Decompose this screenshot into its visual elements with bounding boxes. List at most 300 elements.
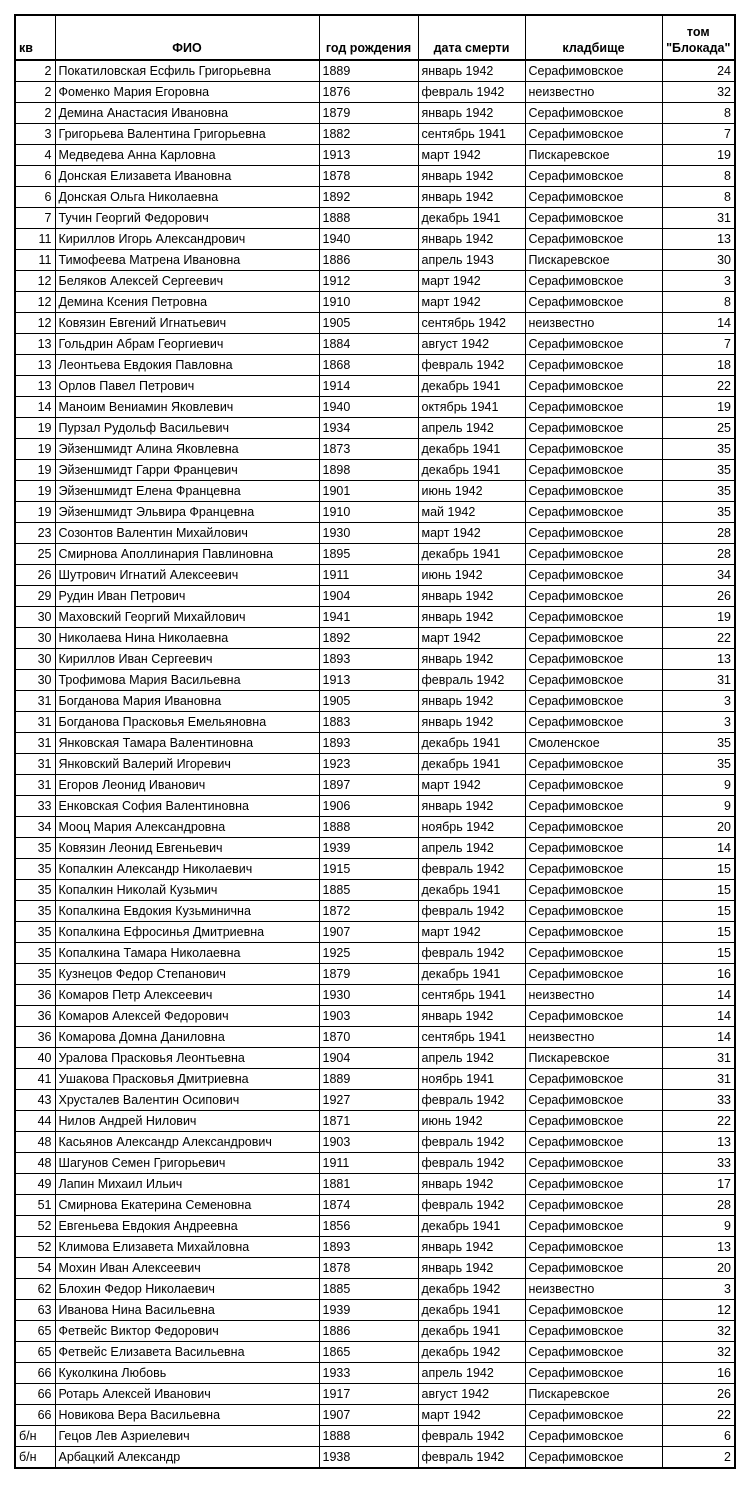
apartment-cell: 34 <box>15 817 55 838</box>
name-cell: Лапин Михаил Ильич <box>55 1174 319 1195</box>
table-row <box>15 754 735 775</box>
death-date-cell: май 1942 <box>418 502 525 523</box>
cemetery-cell: Серафимовское <box>525 271 662 292</box>
birth-year-cell: 1870 <box>319 1027 418 1048</box>
birth-year-cell: 1930 <box>319 523 418 544</box>
volume-cell: 31 <box>662 1069 735 1090</box>
volume-cell: 35 <box>662 733 735 754</box>
birth-year-cell: 1892 <box>319 628 418 649</box>
apartment-cell: 30 <box>15 628 55 649</box>
cemetery-cell: Серафимовское <box>525 439 662 460</box>
death-date-cell: январь 1942 <box>418 166 525 187</box>
name-cell: Нилов Андрей Нилович <box>55 1111 319 1132</box>
name-cell: Тучин Георгий Федорович <box>55 208 319 229</box>
birth-year-cell: 1911 <box>319 565 418 586</box>
volume-cell: 25 <box>662 418 735 439</box>
apartment-cell: 26 <box>15 565 55 586</box>
death-date-cell: март 1942 <box>418 922 525 943</box>
apartment-cell: 23 <box>15 523 55 544</box>
apartment-cell: 2 <box>15 60 55 82</box>
apartment-cell: 54 <box>15 1258 55 1279</box>
cemetery-cell: Серафимовское <box>525 229 662 250</box>
apartment-cell: 35 <box>15 901 55 922</box>
name-cell: Гецов Лев Азриелевич <box>55 1426 319 1447</box>
volume-cell: 8 <box>662 292 735 313</box>
birth-year-cell: 1865 <box>319 1342 418 1363</box>
death-date-cell: декабрь 1941 <box>418 439 525 460</box>
name-cell: Копалкин Александр Николаевич <box>55 859 319 880</box>
header-cemetery: кладбище <box>525 15 662 60</box>
name-cell: Покатиловская Есфиль Григорьевна <box>55 60 319 82</box>
name-cell: Фоменко Мария Егоровна <box>55 82 319 103</box>
volume-cell: 28 <box>662 544 735 565</box>
table-row <box>15 355 735 376</box>
birth-year-cell: 1907 <box>319 922 418 943</box>
birth-year-cell: 1910 <box>319 502 418 523</box>
name-cell: Орлов Павел Петрович <box>55 376 319 397</box>
apartment-cell: 52 <box>15 1216 55 1237</box>
cemetery-cell: Серафимовское <box>525 817 662 838</box>
volume-cell: 20 <box>662 1258 735 1279</box>
table-row <box>15 859 735 880</box>
death-date-cell: февраль 1942 <box>418 1426 525 1447</box>
table-row <box>15 1384 735 1405</box>
birth-year-cell: 1911 <box>319 1153 418 1174</box>
cemetery-cell: Пискаревское <box>525 1048 662 1069</box>
cemetery-cell: Серафимовское <box>525 418 662 439</box>
table-row <box>15 313 735 334</box>
table-row <box>15 1342 735 1363</box>
volume-cell: 3 <box>662 271 735 292</box>
cemetery-cell: Серафимовское <box>525 460 662 481</box>
birth-year-cell: 1905 <box>319 313 418 334</box>
name-cell: Кириллов Иван Сергеевич <box>55 649 319 670</box>
table-row <box>15 334 735 355</box>
death-date-cell: сентябрь 1941 <box>418 985 525 1006</box>
name-cell: Тимофеева Матрена Ивановна <box>55 250 319 271</box>
name-cell: Шагунов Семен Григорьевич <box>55 1153 319 1174</box>
birth-year-cell: 1907 <box>319 1405 418 1426</box>
cemetery-cell: Серафимовское <box>525 292 662 313</box>
apartment-cell: 6 <box>15 187 55 208</box>
table-row <box>15 1300 735 1321</box>
volume-cell: 3 <box>662 712 735 733</box>
death-date-cell: март 1942 <box>418 628 525 649</box>
death-date-cell: сентябрь 1941 <box>418 1027 525 1048</box>
table-row <box>15 565 735 586</box>
death-date-cell: декабрь 1941 <box>418 733 525 754</box>
table-row <box>15 1069 735 1090</box>
birth-year-cell: 1897 <box>319 775 418 796</box>
name-cell: Уралова Прасковья Леонтьевна <box>55 1048 319 1069</box>
name-cell: Кириллов Игорь Александрович <box>55 229 319 250</box>
volume-cell: 22 <box>662 376 735 397</box>
cemetery-cell: Серафимовское <box>525 1153 662 1174</box>
volume-cell: 6 <box>662 1426 735 1447</box>
table-row <box>15 901 735 922</box>
cemetery-cell: Серафимовское <box>525 1321 662 1342</box>
death-date-cell: декабрь 1941 <box>418 754 525 775</box>
volume-cell: 32 <box>662 1342 735 1363</box>
cemetery-cell: Серафимовское <box>525 1237 662 1258</box>
cemetery-cell: Серафимовское <box>525 1090 662 1111</box>
volume-cell: 26 <box>662 586 735 607</box>
cemetery-cell: Серафимовское <box>525 649 662 670</box>
volume-cell: 22 <box>662 628 735 649</box>
apartment-cell: 13 <box>15 334 55 355</box>
apartment-cell: 63 <box>15 1300 55 1321</box>
name-cell: Николаева Нина Николаевна <box>55 628 319 649</box>
birth-year-cell: 1888 <box>319 1426 418 1447</box>
birth-year-cell: 1940 <box>319 397 418 418</box>
apartment-cell: 44 <box>15 1111 55 1132</box>
birth-year-cell: 1903 <box>319 1006 418 1027</box>
apartment-cell: 31 <box>15 691 55 712</box>
table-row <box>15 523 735 544</box>
apartment-cell: 11 <box>15 250 55 271</box>
cemetery-cell: Пискаревское <box>525 1384 662 1405</box>
table-row <box>15 1426 735 1447</box>
death-date-cell: февраль 1942 <box>418 82 525 103</box>
birth-year-cell: 1884 <box>319 334 418 355</box>
death-date-cell: февраль 1942 <box>418 670 525 691</box>
death-date-cell: ноябрь 1942 <box>418 817 525 838</box>
birth-year-cell: 1893 <box>319 649 418 670</box>
table-row <box>15 481 735 502</box>
apartment-cell: 52 <box>15 1237 55 1258</box>
cemetery-cell: Пискаревское <box>525 250 662 271</box>
birth-year-cell: 1886 <box>319 250 418 271</box>
death-date-cell: декабрь 1941 <box>418 1300 525 1321</box>
cemetery-cell: Серафимовское <box>525 1300 662 1321</box>
volume-cell: 3 <box>662 1279 735 1300</box>
cemetery-cell: Серафимовское <box>525 544 662 565</box>
table-row <box>15 733 735 754</box>
birth-year-cell: 1883 <box>319 712 418 733</box>
table-row <box>15 1174 735 1195</box>
apartment-cell: 35 <box>15 880 55 901</box>
birth-year-cell: 1910 <box>319 292 418 313</box>
name-cell: Эйзеншмидт Гарри Францевич <box>55 460 319 481</box>
table-row <box>15 1279 735 1300</box>
birth-year-cell: 1893 <box>319 1237 418 1258</box>
apartment-cell: 13 <box>15 355 55 376</box>
name-cell: Донская Ольга Николаевна <box>55 187 319 208</box>
birth-year-cell: 1872 <box>319 901 418 922</box>
death-date-cell: март 1942 <box>418 1405 525 1426</box>
name-cell: Янковская Тамара Валентиновна <box>55 733 319 754</box>
death-date-cell: март 1942 <box>418 292 525 313</box>
volume-cell: 14 <box>662 985 735 1006</box>
cemetery-cell: Серафимовское <box>525 628 662 649</box>
birth-year-cell: 1892 <box>319 187 418 208</box>
death-date-cell: апрель 1943 <box>418 250 525 271</box>
birth-year-cell: 1882 <box>319 124 418 145</box>
death-date-cell: февраль 1942 <box>418 1132 525 1153</box>
cemetery-cell: Серафимовское <box>525 796 662 817</box>
apartment-cell: 30 <box>15 670 55 691</box>
birth-year-cell: 1912 <box>319 271 418 292</box>
cemetery-cell: Серафимовское <box>525 754 662 775</box>
cemetery-cell: Серафимовское <box>525 124 662 145</box>
table-row <box>15 544 735 565</box>
volume-cell: 20 <box>662 817 735 838</box>
death-date-cell: январь 1942 <box>418 607 525 628</box>
birth-year-cell: 1893 <box>319 733 418 754</box>
table-row <box>15 1132 735 1153</box>
header-volume-line1: том <box>686 25 710 39</box>
cemetery-cell: Серафимовское <box>525 943 662 964</box>
death-date-cell: февраль 1942 <box>418 1447 525 1469</box>
birth-year-cell: 1876 <box>319 82 418 103</box>
volume-cell: 13 <box>662 649 735 670</box>
name-cell: Копалкина Ефросинья Дмитриевна <box>55 922 319 943</box>
table-row <box>15 1027 735 1048</box>
cemetery-cell: Серафимовское <box>525 901 662 922</box>
volume-cell: 34 <box>662 565 735 586</box>
apartment-cell: 36 <box>15 1006 55 1027</box>
volume-cell: 26 <box>662 1384 735 1405</box>
death-date-cell: январь 1942 <box>418 1174 525 1195</box>
header-volume <box>662 15 735 60</box>
volume-cell: 8 <box>662 187 735 208</box>
apartment-cell: 12 <box>15 271 55 292</box>
apartment-cell: 35 <box>15 964 55 985</box>
table-row <box>15 1363 735 1384</box>
birth-year-cell: 1901 <box>319 481 418 502</box>
apartment-cell: 40 <box>15 1048 55 1069</box>
birth-year-cell: 1915 <box>319 859 418 880</box>
name-cell: Янковский Валерий Игоревич <box>55 754 319 775</box>
volume-cell: 13 <box>662 229 735 250</box>
table-row <box>15 1153 735 1174</box>
cemetery-cell: Серафимовское <box>525 1447 662 1469</box>
table-row <box>15 628 735 649</box>
name-cell: Эйзеншмидт Алина Яковлевна <box>55 439 319 460</box>
volume-cell: 32 <box>662 1321 735 1342</box>
name-cell: Григорьева Валентина Григорьевна <box>55 124 319 145</box>
table-row <box>15 1216 735 1237</box>
volume-cell: 13 <box>662 1237 735 1258</box>
death-date-cell: ноябрь 1941 <box>418 1069 525 1090</box>
cemetery-cell: Серафимовское <box>525 1426 662 1447</box>
birth-year-cell: 1914 <box>319 376 418 397</box>
name-cell: Арбацкий Александр <box>55 1447 319 1469</box>
volume-cell: 15 <box>662 880 735 901</box>
volume-cell: 7 <box>662 334 735 355</box>
volume-cell: 35 <box>662 502 735 523</box>
death-date-cell: февраль 1942 <box>418 901 525 922</box>
cemetery-cell: Серафимовское <box>525 964 662 985</box>
death-date-cell: февраль 1942 <box>418 1195 525 1216</box>
volume-cell: 35 <box>662 481 735 502</box>
name-cell: Демина Ксения Петровна <box>55 292 319 313</box>
name-cell: Пурзал Рудольф Васильевич <box>55 418 319 439</box>
cemetery-cell: Серафимовское <box>525 1132 662 1153</box>
volume-cell: 9 <box>662 1216 735 1237</box>
name-cell: Богданова Прасковья Емельяновна <box>55 712 319 733</box>
birth-year-cell: 1895 <box>319 544 418 565</box>
apartment-cell: 48 <box>15 1132 55 1153</box>
volume-cell: 19 <box>662 145 735 166</box>
cemetery-cell: Серафимовское <box>525 60 662 82</box>
volume-cell: 18 <box>662 355 735 376</box>
death-date-cell: июнь 1942 <box>418 1111 525 1132</box>
volume-cell: 7 <box>662 124 735 145</box>
apartment-cell: 36 <box>15 1027 55 1048</box>
apartment-cell: 35 <box>15 943 55 964</box>
apartment-cell: 66 <box>15 1405 55 1426</box>
volume-cell: 35 <box>662 460 735 481</box>
name-cell: Комаров Петр Алексеевич <box>55 985 319 1006</box>
name-cell: Гольдрин Абрам Георгиевич <box>55 334 319 355</box>
name-cell: Копалкина Тамара Николаевна <box>55 943 319 964</box>
birth-year-cell: 1881 <box>319 1174 418 1195</box>
volume-cell: 19 <box>662 607 735 628</box>
death-date-cell: декабрь 1941 <box>418 1321 525 1342</box>
apartment-cell: 36 <box>15 985 55 1006</box>
table-row <box>15 397 735 418</box>
table-row <box>15 838 735 859</box>
name-cell: Новикова Вера Васильевна <box>55 1405 319 1426</box>
birth-year-cell: 1856 <box>319 1216 418 1237</box>
cemetery-cell: Пискаревское <box>525 145 662 166</box>
death-date-cell: декабрь 1941 <box>418 880 525 901</box>
death-date-cell: декабрь 1941 <box>418 544 525 565</box>
apartment-cell: 19 <box>15 481 55 502</box>
apartment-cell: 31 <box>15 754 55 775</box>
birth-year-cell: 1879 <box>319 964 418 985</box>
name-cell: Беляков Алексей Сергеевич <box>55 271 319 292</box>
apartment-cell: 62 <box>15 1279 55 1300</box>
header-apartment: кв <box>15 15 55 60</box>
header-birth-year: год рождения <box>319 15 418 60</box>
cemetery-cell: Серафимовское <box>525 334 662 355</box>
volume-cell: 14 <box>662 1027 735 1048</box>
volume-cell: 24 <box>662 60 735 82</box>
cemetery-cell: неизвестно <box>525 1279 662 1300</box>
table-row <box>15 1048 735 1069</box>
death-date-cell: апрель 1942 <box>418 1363 525 1384</box>
birth-year-cell: 1940 <box>319 229 418 250</box>
birth-year-cell: 1933 <box>319 1363 418 1384</box>
death-date-cell: сентябрь 1942 <box>418 313 525 334</box>
volume-cell: 14 <box>662 313 735 334</box>
table-row <box>15 418 735 439</box>
volume-cell: 31 <box>662 1048 735 1069</box>
death-date-cell: февраль 1942 <box>418 943 525 964</box>
volume-cell: 9 <box>662 775 735 796</box>
cemetery-cell: неизвестно <box>525 1027 662 1048</box>
table-row <box>15 166 735 187</box>
death-date-cell: январь 1942 <box>418 586 525 607</box>
name-cell: Демина Анастасия Ивановна <box>55 103 319 124</box>
header-volume-line2: "Блокада" <box>666 41 731 55</box>
table-row <box>15 229 735 250</box>
birth-year-cell: 1885 <box>319 1279 418 1300</box>
table-row <box>15 439 735 460</box>
name-cell: Шутрович Игнатий Алексеевич <box>55 565 319 586</box>
death-date-cell: февраль 1942 <box>418 1153 525 1174</box>
birth-year-cell: 1923 <box>319 754 418 775</box>
volume-cell: 15 <box>662 943 735 964</box>
header-death-date: дата смерти <box>418 15 525 60</box>
header-full-name: ФИО <box>55 15 319 60</box>
cemetery-cell: Серафимовское <box>525 355 662 376</box>
name-cell: Комаров Алексей Федорович <box>55 1006 319 1027</box>
apartment-cell: 4 <box>15 145 55 166</box>
death-date-cell: март 1942 <box>418 523 525 544</box>
name-cell: Рудин Иван Петрович <box>55 586 319 607</box>
birth-year-cell: 1939 <box>319 838 418 859</box>
cemetery-cell: Серафимовское <box>525 208 662 229</box>
apartment-cell: 14 <box>15 397 55 418</box>
birth-year-cell: 1888 <box>319 208 418 229</box>
cemetery-cell: Серафимовское <box>525 1006 662 1027</box>
table-row <box>15 670 735 691</box>
apartment-cell: б/н <box>15 1447 55 1469</box>
table-row <box>15 1447 735 1469</box>
volume-cell: 17 <box>662 1174 735 1195</box>
volume-cell: 3 <box>662 691 735 712</box>
cemetery-cell: Серафимовское <box>525 166 662 187</box>
name-cell: Ушакова Прасковья Дмитриевна <box>55 1069 319 1090</box>
birth-year-cell: 1904 <box>319 586 418 607</box>
table-row <box>15 1111 735 1132</box>
birth-year-cell: 1925 <box>319 943 418 964</box>
name-cell: Блохин Федор Николаевич <box>55 1279 319 1300</box>
table-row <box>15 145 735 166</box>
name-cell: Енковская София Валентиновна <box>55 796 319 817</box>
apartment-cell: 66 <box>15 1384 55 1405</box>
name-cell: Комарова Домна Даниловна <box>55 1027 319 1048</box>
name-cell: Маховский Георгий Михайлович <box>55 607 319 628</box>
apartment-cell: 51 <box>15 1195 55 1216</box>
name-cell: Богданова Мария Ивановна <box>55 691 319 712</box>
cemetery-cell: Серафимовское <box>525 1216 662 1237</box>
birth-year-cell: 1903 <box>319 1132 418 1153</box>
death-date-cell: январь 1942 <box>418 60 525 82</box>
birth-year-cell: 1917 <box>319 1384 418 1405</box>
table-row <box>15 712 735 733</box>
volume-cell: 15 <box>662 859 735 880</box>
table-row <box>15 922 735 943</box>
name-cell: Ковязин Леонид Евгеньевич <box>55 838 319 859</box>
volume-cell: 15 <box>662 922 735 943</box>
cemetery-cell: Серафимовское <box>525 1363 662 1384</box>
volume-cell: 9 <box>662 796 735 817</box>
volume-cell: 28 <box>662 523 735 544</box>
birth-year-cell: 1889 <box>319 1069 418 1090</box>
birth-year-cell: 1889 <box>319 60 418 82</box>
birth-year-cell: 1871 <box>319 1111 418 1132</box>
cemetery-cell: Серафимовское <box>525 565 662 586</box>
apartment-cell: б/н <box>15 1426 55 1447</box>
death-date-cell: январь 1942 <box>418 1237 525 1258</box>
volume-cell: 33 <box>662 1153 735 1174</box>
name-cell: Копалкин Николай Кузьмич <box>55 880 319 901</box>
volume-cell: 33 <box>662 1090 735 1111</box>
cemetery-cell: Серафимовское <box>525 523 662 544</box>
death-date-cell: апрель 1942 <box>418 838 525 859</box>
name-cell: Хрусталев Валентин Осипович <box>55 1090 319 1111</box>
apartment-cell: 6 <box>15 166 55 187</box>
apartment-cell: 33 <box>15 796 55 817</box>
table-row <box>15 460 735 481</box>
birth-year-cell: 1888 <box>319 817 418 838</box>
cemetery-cell: неизвестно <box>525 985 662 1006</box>
death-date-cell: декабрь 1942 <box>418 1279 525 1300</box>
